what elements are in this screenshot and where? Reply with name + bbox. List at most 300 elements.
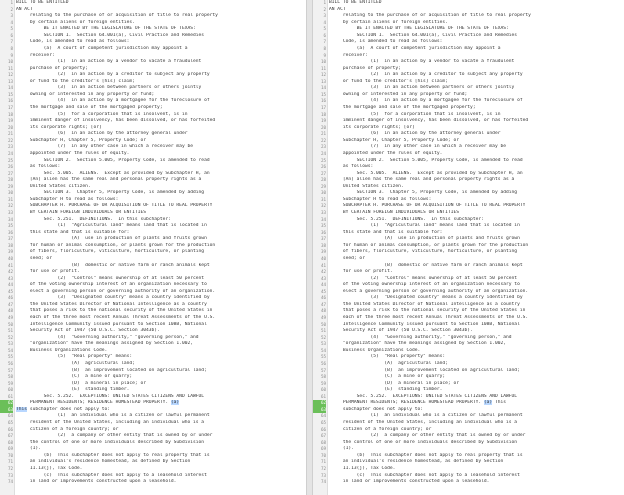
line-number: 2 (10, 6, 13, 12)
line-number: 45 (7, 288, 13, 294)
line-number: 31 (320, 196, 326, 202)
line-text-segment: This (492, 400, 507, 406)
line-number: 2 (323, 6, 326, 12)
line-text-segment: resident of the United States, including an individual who is a (16, 420, 205, 425)
line-number: 32 (7, 203, 13, 209)
line-number: 65 (320, 420, 326, 425)
line-text-segment: (c) This subchapter does not apply to a leasehold interest (16, 472, 207, 478)
line-text-segment: for use or profit. (16, 269, 80, 275)
line-text-segment: (7) in any other case in which a receiver may be (329, 144, 507, 150)
line-text-segment: [An] alien has the same real and personal property rights as a (16, 177, 202, 183)
line-number: 10 (7, 59, 13, 65)
line-text-segment: the mortgage and sale of the mortgaged property; (16, 105, 163, 110)
line-text-segment: (2) a company or other entity that is owned by or under (329, 433, 526, 439)
line-text-segment: Code, is amended to read as follows: (16, 39, 130, 45)
line-number: 20 (320, 124, 326, 130)
line-number: 66 (320, 426, 326, 432)
line-text-segment: BILL TO BE ENTITLED (329, 0, 382, 5)
line-number: 10 (320, 59, 326, 65)
left-text-lines[interactable] (0, 0, 306, 486)
line-number: 24 (320, 150, 326, 156)
line-text-segment: Sec. 5.251. DEFINITIONS. In this subchapter: (16, 216, 171, 222)
line-number: 67 (320, 433, 326, 439)
line-number: 49 (7, 315, 13, 320)
line-text-segment: resident of the United States, including an individual who is a (329, 420, 518, 425)
line-number: 14 (320, 85, 326, 91)
line-text-segment: as follows: (329, 164, 374, 170)
line-number: 55 (320, 354, 326, 360)
line-text-segment: in land or improvements constructed upon a leasehold. (329, 479, 490, 485)
line-number: 71 (320, 459, 326, 465)
line-number: 44 (320, 282, 326, 288)
line-number: 57 (320, 367, 326, 373)
line-number: 9 (10, 52, 13, 58)
line-number: 27 (320, 170, 326, 176)
line-number: 64 (7, 413, 13, 419)
line-number: 28 (7, 177, 13, 183)
line-text-segment: an individual's residence homestead, as defined by Section (329, 459, 504, 465)
line-text-segment: (A) agricultural land; (329, 360, 448, 366)
line-number: 15 (320, 91, 326, 97)
line-number: 30 (7, 190, 13, 196)
line-text-segment: for human or animal consumption, or plants grown for the production (16, 242, 216, 248)
line-text-segment: 11.13(j), Tax Code. (16, 465, 83, 471)
line-number: 38 (320, 242, 326, 248)
line-number: 7 (10, 39, 13, 45)
line-text-segment: purchase of property; (329, 65, 401, 71)
line-text-segment: or fund to the creditor's [his] claim; (16, 78, 135, 84)
line-text-segment: (E) standing timber. (329, 387, 443, 393)
line-text-segment: Intelligence Community issued pursuant to Section 108B, National (16, 321, 207, 327)
line-text-segment: (B) domestic or native farm or ranch animals kept (16, 262, 210, 268)
line-text-segment: PERMANENT RESIDENTS; RESIDENCE HOMESTEAD PROPERTY. (16, 400, 171, 406)
line-text-segment: the United States Director of National Intelligence as a country (329, 301, 520, 307)
line-number: 27 (7, 170, 13, 176)
line-number: 43 (7, 275, 13, 281)
line-text-segment: each of the three most recent Annual Threat Assessments of the U.S. (329, 315, 529, 320)
line-number: 46 (320, 295, 326, 301)
line-text-segment: SECTION 1. Section 64.001(a), Civil Practice and Remedies (16, 32, 205, 38)
line-number: 46 (7, 295, 13, 301)
line-number: 72 (7, 465, 13, 471)
line-text-segment: owning or interested in any property or fund; (16, 91, 155, 97)
line-number: 63 (0, 407, 13, 414)
line-text-segment: (7) in any other case in which a receiver may be (16, 144, 194, 150)
line-text-segment: (5) "Real property" means: (329, 354, 446, 360)
line-number: 52 (7, 334, 13, 340)
line-number: 19 (7, 118, 13, 124)
line-number: 71 (7, 459, 13, 465)
line-number: 25 (7, 157, 13, 163)
line-text-segment: (1) an individual who is a citizen or lawful permanent (329, 413, 523, 419)
line-number: 68 (320, 439, 326, 445)
line-number: 51 (7, 328, 13, 334)
line-text-segment: appointed under the rules of equity. (329, 150, 443, 156)
line-text-segment: imminent danger of insolvency, has been dissolved, or has forfeited (16, 118, 216, 124)
line-number: 34 (7, 216, 13, 222)
line-number: 36 (320, 229, 326, 235)
line-text-segment: owning or interested in any property or fund; (329, 91, 468, 97)
line-text-segment: (5) for a corporation that is insolvent, is in (16, 111, 188, 117)
line-text-segment: (3) "Designated country" means a country identified by (329, 295, 523, 301)
line-number: 20 (7, 124, 13, 130)
line-text-segment: United States citizen. (16, 183, 91, 189)
line-number: 38 (7, 242, 13, 248)
line-text-segment: Sec. 5.005. ALIENS. Except as provided by Subchapter H, an (16, 170, 210, 176)
line-text-segment: (4) in an action by a mortgagee for the foreclosure of (329, 98, 523, 104)
line-number: 61 (7, 393, 13, 399)
line-number: 4 (10, 19, 13, 25)
right-editor-pane[interactable] (313, 0, 624, 495)
line-number: 48 (7, 308, 13, 314)
line-text-segment: citizen of a foreign country; or (329, 426, 432, 432)
line-number: 1 (323, 0, 326, 5)
line-text-segment: that poses a risk to the national security of the United States in (16, 308, 213, 314)
line-text-segment: Security Act of 1947 (50 U.S.C. Section 3043b). (329, 328, 473, 334)
line-text-segment: for human or animal consumption, or plants grown for the production (329, 242, 529, 248)
line-text-segment: appointed under the rules of equity. (16, 150, 130, 156)
line-number: 17 (7, 105, 13, 110)
text-line[interactable] (313, 479, 624, 486)
line-number: 49 (320, 315, 326, 320)
line-text-segment: SECTION 2. Section 5.005, Property Code, is amended to read (329, 157, 523, 163)
line-number: 58 (7, 374, 13, 380)
line-text-segment: United States citizen. (329, 183, 404, 189)
line-text-segment: (B) an improvement located on agricultural land; (329, 367, 520, 373)
line-number: 24 (7, 150, 13, 156)
line-text-segment: "organization" have the meanings assigned by Section 1.002, (329, 341, 507, 347)
line-text-segment: of the voting ownership interest of an organization necessary to (16, 282, 207, 288)
line-number: 30 (320, 190, 326, 196)
line-number: 53 (320, 341, 326, 347)
line-number: 62 (0, 400, 13, 407)
line-text-segment: SECTION 3. Chapter 5, Property Code, is amended by adding (329, 190, 518, 196)
line-text-segment: as follows: (16, 164, 61, 170)
line-number: 63 (313, 407, 326, 414)
line-text-segment: seed; or (329, 255, 365, 261)
line-number: 52 (320, 334, 326, 340)
line-number: 5 (323, 26, 326, 32)
line-text-segment: subchapter does not apply to: (329, 406, 424, 412)
line-text-segment: (D) a mineral in place; or (16, 380, 146, 386)
line-number: 69 (320, 446, 326, 452)
line-text-segment: (1) in an action by a vendor to vacate a fraudulent (16, 59, 202, 65)
line-text-segment: the control of one or more individuals described by Subdivision (329, 439, 518, 445)
line-text-segment: Sec. 5.251. DEFINITIONS. In this subchapter: (329, 216, 484, 222)
line-text-segment: the United States Director of National Intelligence as a country (16, 301, 207, 307)
line-number: 6 (10, 32, 13, 38)
line-number: 54 (320, 347, 326, 353)
line-number: 56 (7, 360, 13, 366)
line-number: 11 (7, 65, 13, 71)
line-text-segment: (2) "Control" means ownership of at least 50 percent (16, 275, 205, 281)
line-number: 37 (320, 236, 326, 242)
line-number: 41 (7, 262, 13, 268)
line-text-segment: (2) "Control" means ownership of at least 50 percent (329, 275, 518, 281)
line-number: 9 (323, 52, 326, 58)
line-number: 40 (7, 255, 13, 261)
line-text-segment: the control of one or more individuals described by Subdivision (16, 439, 205, 445)
line-text[interactable] (16, 479, 304, 486)
line-number: 74 (7, 479, 13, 485)
line-number: 22 (7, 137, 13, 143)
line-text-segment: SUBCHAPTER H. PURCHASE OF OR ACQUISITION OF TITLE TO REAL PROPERTY (16, 203, 213, 209)
text-line[interactable] (0, 479, 306, 486)
line-text-segment: Sec. 5.252. EXCEPTIONS: UNITED STATES CITIZENS AND LAWFUL (16, 393, 205, 399)
line-number: 35 (320, 223, 326, 229)
line-number: 29 (7, 183, 13, 189)
line-number: 70 (320, 452, 326, 458)
line-number: 43 (320, 275, 326, 281)
line-number: 16 (7, 98, 13, 104)
line-text-segment: elect a governing person or governing authority of an organization. (16, 288, 216, 294)
line-text-segment: elect a governing person or governing authority of an organization. (329, 288, 529, 294)
line-number: 59 (7, 380, 13, 386)
line-number: 23 (7, 144, 13, 150)
line-text-segment: Subchapter H, Chapter 5, Property Code; or (16, 137, 146, 143)
line-text-segment: (b) This subchapter does not apply to real property that is (329, 452, 523, 458)
line-text-segment: each of the three most recent Annual Threat Assessments of the U.S. (16, 315, 216, 320)
line-number: 26 (320, 164, 326, 170)
line-text-segment: (4) "Governing authority," "governing person," and (16, 334, 199, 340)
line-number: 56 (320, 360, 326, 366)
line-text-segment: SECTION 3. Chapter 5, Property Code, is amended by adding (16, 190, 205, 196)
line-number: 42 (320, 269, 326, 275)
line-number: 5 (10, 26, 13, 32)
line-text-segment: BE IT ENACTED BY THE LEGISLATURE OF THE STATE OF TEXAS: (329, 26, 509, 32)
line-number: 70 (7, 452, 13, 458)
line-number: 33 (7, 210, 13, 215)
line-text-segment: (1) an individual who is a citizen or lawful permanent (16, 413, 210, 419)
line-text-segment: AN ACT (16, 6, 33, 12)
line-text-segment: this state and that is suitable for: (329, 229, 443, 235)
line-text-segment: (1) "Agricultural land" means land that is located in (329, 223, 520, 229)
line-text-segment: of fibers, floriculture, viticulture, horticulture, or planting (16, 249, 205, 255)
line-number: 35 (7, 223, 13, 229)
line-number: 74 (320, 479, 326, 485)
line-text-segment: an individual's residence homestead, as defined by Section (16, 459, 191, 465)
line-number: 39 (7, 249, 13, 255)
line-text-segment: relating to the purchase of or acquisition of title to real property (329, 13, 531, 19)
line-number: 62 (313, 400, 326, 407)
line-text-segment: the mortgage and sale of the mortgaged property; (329, 105, 476, 110)
line-number: 4 (323, 19, 326, 25)
line-number: 47 (7, 301, 13, 307)
line-text-segment: of the voting ownership interest of an organization necessary to (329, 282, 520, 288)
line-number: 54 (7, 347, 13, 353)
line-number: 61 (320, 393, 326, 399)
line-number: 39 (320, 249, 326, 255)
line-number: 57 (7, 367, 13, 373)
line-number: 64 (320, 413, 326, 419)
line-text-segment: its corporate rights; [or] (329, 124, 415, 130)
line-text-segment: (5) "Real property" means: (16, 354, 133, 360)
line-text-segment: by certain aliens or foreign entities. (16, 19, 135, 25)
line-text-segment: its corporate rights; [or] (16, 124, 102, 130)
line-text-segment: (1) in an action by a vendor to vacate a fraudulent (329, 59, 515, 65)
line-number: 14 (7, 85, 13, 91)
line-text-segment: SUBCHAPTER H. PURCHASE OF OR ACQUISITION OF TITLE TO REAL PROPERTY (329, 203, 526, 209)
diff-highlight: (a) (170, 400, 180, 406)
line-text-segment: by certain aliens or foreign entities. (329, 19, 448, 25)
line-number: 58 (320, 374, 326, 380)
line-number: 48 (320, 308, 326, 314)
line-text-segment: citizen of a foreign country; or (16, 426, 119, 432)
line-number: 33 (320, 210, 326, 215)
line-number: 37 (7, 236, 13, 242)
line-text-segment: Subchapter H to read as follows: (16, 196, 119, 202)
line-text[interactable] (329, 479, 622, 486)
line-text-segment: for use or profit. (329, 269, 393, 275)
line-text-segment: SECTION 2. Section 5.005, Property Code, is amended to read (16, 157, 210, 163)
line-number: 50 (7, 321, 13, 327)
pane-splitter[interactable] (306, 0, 313, 495)
diff-highlight: This (16, 406, 28, 412)
line-text-segment: (4) in an action by a mortgagee for the foreclosure of (16, 98, 210, 104)
line-number: 13 (320, 78, 326, 84)
line-number: 28 (320, 177, 326, 183)
line-text-segment: (6) in an action by the attorney general under (16, 131, 188, 137)
line-number: 60 (320, 387, 326, 393)
line-text-segment: Intelligence Community issued pursuant to Section 108B, National (329, 321, 520, 327)
line-text-segment: Subchapter H to read as follows: (329, 196, 432, 202)
line-text-segment: (3) "Designated country" means a country identified by (16, 295, 210, 301)
line-number: 50 (320, 321, 326, 327)
line-number: 60 (7, 387, 13, 393)
line-text-segment: (b) This subchapter does not apply to real property that is (16, 452, 210, 458)
line-text-segment: Subchapter H, Chapter 5, Property Code; or (329, 137, 459, 143)
line-text-segment: (1). (16, 446, 41, 452)
right-text-lines[interactable] (313, 0, 624, 486)
line-number: 3 (323, 13, 326, 19)
line-text-segment: (C) a mine or quarry; (329, 374, 446, 380)
line-number: 53 (7, 341, 13, 347)
line-number: 40 (320, 255, 326, 261)
line-text-segment: (a) A court of competent jurisdiction may appoint a (329, 45, 501, 51)
line-number: 18 (320, 111, 326, 117)
line-number: 21 (7, 131, 13, 137)
line-text-segment: (E) standing timber. (16, 387, 130, 393)
line-number: 47 (320, 301, 326, 307)
line-text-segment: (4) "Governing authority," "governing person," and (329, 334, 512, 340)
line-number: 12 (320, 72, 326, 78)
line-text-segment: Security Act of 1947 (50 U.S.C. Section 3043b). (16, 328, 160, 334)
line-number: 18 (7, 111, 13, 117)
line-text-segment: "organization" have the meanings assigned by Section 1.002, (16, 341, 194, 347)
line-text-segment: (1). (329, 446, 354, 452)
line-text-segment: of fibers, floriculture, viticulture, horticulture, or planting (329, 249, 518, 255)
line-text-segment: AN ACT (329, 6, 346, 12)
line-number: 44 (7, 282, 13, 288)
line-number: 13 (7, 78, 13, 84)
line-text-segment: PERMANENT RESIDENTS; RESIDENCE HOMESTEAD PROPERTY. (329, 400, 484, 406)
line-text-segment: BE IT ENACTED BY THE LEGISLATURE OF THE STATE OF TEXAS: (16, 26, 196, 32)
line-text-segment: (5) for a corporation that is insolvent, is in (329, 111, 501, 117)
line-number: 17 (320, 105, 326, 110)
line-number: 65 (7, 420, 13, 425)
line-text-segment: (a) A court of competent jurisdiction may appoint a (16, 45, 188, 51)
line-number: 6 (323, 32, 326, 38)
line-number: 36 (7, 229, 13, 235)
line-text-segment: this state and that is suitable for: (16, 229, 130, 235)
line-number: 73 (7, 472, 13, 478)
line-text-segment: or fund to the creditor's [his] claim; (329, 78, 448, 84)
line-text-segment: (B) an improvement located on agricultural land; (16, 367, 207, 373)
line-text-segment: (2) a company or other entity that is owned by or under (16, 433, 213, 439)
line-text-segment: in land or improvements constructed upon a leasehold. (16, 479, 177, 485)
line-text-segment: (6) in an action by the attorney general under (329, 131, 501, 137)
line-number: 68 (7, 439, 13, 445)
diff-highlight: (a) (483, 400, 493, 406)
line-number: 23 (320, 144, 326, 150)
line-text-segment: seed; or (16, 255, 52, 261)
line-number: 8 (323, 45, 326, 51)
line-number: 42 (7, 269, 13, 275)
line-number: 73 (320, 472, 326, 478)
line-number: 16 (320, 98, 326, 104)
line-text-segment: (c) This subchapter does not apply to a leasehold interest (329, 472, 520, 478)
line-number: 41 (320, 262, 326, 268)
line-number: 29 (320, 183, 326, 189)
line-number: 51 (320, 328, 326, 334)
line-number: 72 (320, 465, 326, 471)
line-text-segment: (2) in an action by a creditor to subject any property (329, 72, 523, 78)
line-number: 66 (7, 426, 13, 432)
line-text-segment: (1) "Agricultural land" means land that is located in (16, 223, 207, 229)
line-number: 55 (7, 354, 13, 360)
line-number: 32 (320, 203, 326, 209)
line-text-segment: (A) agricultural land; (16, 360, 135, 366)
line-text-segment: (2) in an action by a creditor to subject any property (16, 72, 210, 78)
line-text-segment: Sec. 5.005. ALIENS. Except as provided by Subchapter H, an (329, 170, 523, 176)
line-text-segment: subchapter does not apply to: (27, 406, 111, 412)
line-number: 19 (320, 118, 326, 124)
left-editor-pane[interactable] (0, 0, 306, 495)
line-text-segment: (C) a mine or quarry; (16, 374, 133, 380)
line-text-segment: (A) use in production of plants and fruits grown (329, 236, 520, 242)
line-text-segment: (3) in an action between partners or others jointly (16, 85, 202, 91)
line-number: 69 (7, 446, 13, 452)
line-text-segment: BILL TO BE ENTITLED (16, 0, 69, 5)
line-number: 8 (10, 45, 13, 51)
line-text-segment: Code, is amended to read as follows: (329, 39, 443, 45)
line-number: 1 (10, 0, 13, 5)
line-number: 25 (320, 157, 326, 163)
line-number: 3 (10, 13, 13, 19)
line-text-segment: BY CERTAIN FOREIGN INDIVIDUALS OR ENTITIES (329, 210, 459, 215)
line-text-segment: receiver: (16, 52, 55, 58)
line-number: 59 (320, 380, 326, 386)
line-text-segment: imminent danger of insolvency, has been dissolved, or has forfeited (329, 118, 529, 124)
line-text-segment: (A) use in production of plants and fruits grown (16, 236, 207, 242)
line-number: 15 (7, 91, 13, 97)
line-text-segment: purchase of property; (16, 65, 88, 71)
line-text-segment: SECTION 1. Section 64.001(a), Civil Practice and Remedies (329, 32, 518, 38)
line-text-segment: (D) a mineral in place; or (329, 380, 459, 386)
line-number: 67 (7, 433, 13, 439)
line-text-segment: (3) in an action between partners or others jointly (329, 85, 515, 91)
line-number: 31 (7, 196, 13, 202)
line-text-segment: (B) domestic or native farm or ranch animals kept (329, 262, 523, 268)
line-number: 12 (7, 72, 13, 78)
line-number: 34 (320, 216, 326, 222)
line-text-segment: receiver: (329, 52, 368, 58)
line-number: 45 (320, 288, 326, 294)
line-number: 22 (320, 137, 326, 143)
line-text-segment: Sec. 5.252. EXCEPTIONS: UNITED STATES CITIZENS AND LAWFUL (329, 393, 518, 399)
line-text-segment: that poses a risk to the national security of the United States in (329, 308, 526, 314)
line-text-segment: 11.13(j), Tax Code. (329, 465, 396, 471)
